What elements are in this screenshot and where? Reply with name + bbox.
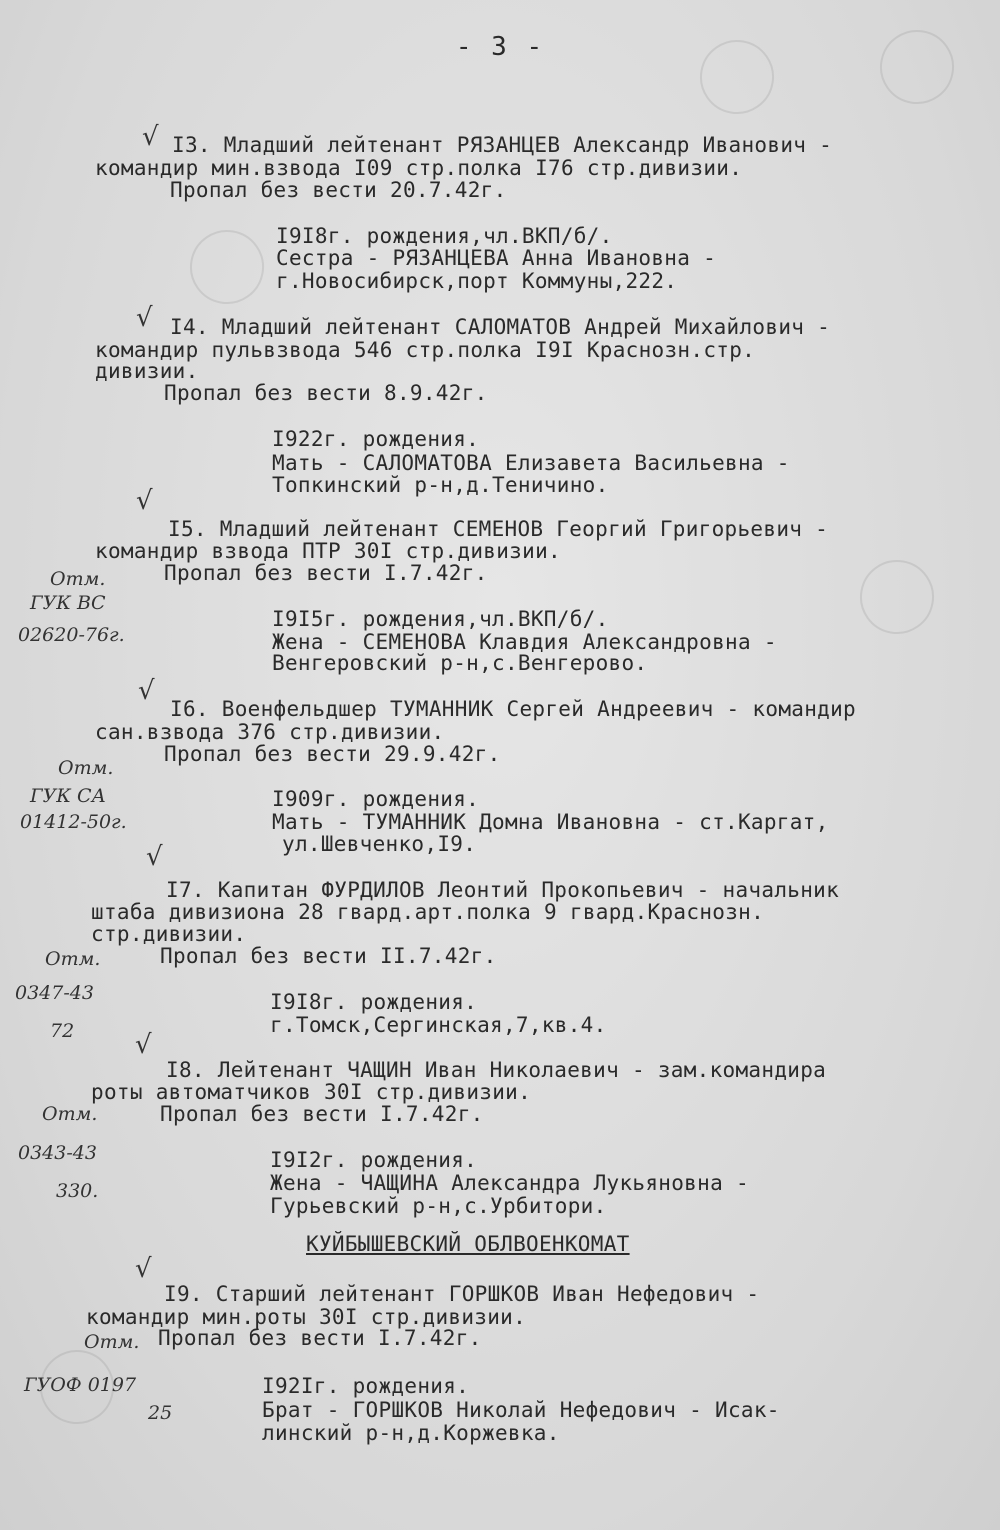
entry-line: I4. Младший лейтенант САЛОМАТОВ Андрей Михайлович - (170, 315, 831, 339)
entry-line: командир мин.взвода I09 стр.полка I76 стр.дивизии. (95, 156, 743, 180)
entry-line: Пропал без вести I.7.42г. (160, 1102, 484, 1126)
entry-line: Пропал без вести 29.9.42г. (164, 742, 501, 766)
entry-line: Пропал без вести II.7.42г. (160, 944, 497, 968)
entry-line: Венгеровский р-н,с.Венгерово. (272, 651, 648, 675)
entry-line: I9I5г. рождения,чл.ВКП/б/. (272, 607, 609, 631)
handwritten-note: 330. (56, 1180, 99, 1202)
handwritten-note: ГУК СА (30, 785, 106, 807)
check-mark: √ (146, 842, 163, 872)
handwritten-note: 72 (50, 1020, 75, 1042)
entry-line: I5. Младший лейтенант СЕМЕНОВ Георгий Григорьевич - (168, 517, 829, 541)
entry-line: Жена - ЧАЩИНА Александра Лукьяновна - (270, 1171, 749, 1195)
check-mark: √ (136, 303, 153, 333)
entry-line: I6. Военфельдшер ТУМАННИК Сергей Андреевич - командир (170, 697, 856, 721)
entry-line: роты автоматчиков 30I стр.дивизии. (91, 1080, 532, 1104)
check-mark: √ (142, 122, 159, 152)
handwritten-note: ГУОФ 0197 (24, 1374, 137, 1396)
check-mark: √ (136, 486, 153, 516)
handwritten-note: 02620-76г. (18, 624, 125, 646)
entry-line: I9. Старший лейтенант ГОРШКОВ Иван Нефедович - (164, 1282, 760, 1306)
watermark-stamp (175, 215, 278, 318)
entry-line: командир взвода ПТР 30I стр.дивизии. (95, 539, 561, 563)
entry-line: I9I8г. рождения,чл.ВКП/б/. (276, 224, 613, 248)
entry-line: I909г. рождения. (272, 787, 480, 811)
entry-line: I8. Лейтенант ЧАЩИН Иван Николаевич - зам.командира (166, 1058, 827, 1082)
entry-line: ул.Шевченко,I9. (282, 832, 477, 856)
handwritten-note: 0343-43 (18, 1142, 97, 1164)
entry-line: сан.взвода 376 стр.дивизии. (95, 720, 445, 744)
entry-line: I922г. рождения. (272, 427, 480, 451)
handwritten-note: Отм. (45, 948, 101, 970)
handwritten-note: 01412-50г. (20, 811, 127, 833)
entry-line: командир пульвзвода 546 стр.полка I9I Краснозн.стр. (95, 338, 756, 362)
handwritten-note: Отм. (58, 757, 114, 779)
entry-line: I92Iг. рождения. (262, 1374, 470, 1398)
entry-line: Брат - ГОРШКОВ Николай Нефедович - Исак- (262, 1398, 780, 1422)
entry-line: линский р-н,д.Коржевка. (262, 1421, 560, 1445)
handwritten-note: Отм. (50, 568, 106, 590)
watermark-stamp (845, 545, 948, 648)
entry-line: Гурьевский р-н,с.Урбитори. (270, 1194, 607, 1218)
handwritten-note: Отм. (84, 1331, 140, 1353)
entry-line: г.Томск,Сергинская,7,кв.4. (270, 1013, 607, 1037)
entry-line: Пропал без вести 8.9.42г. (164, 381, 488, 405)
handwritten-note: ГУК ВС (30, 592, 106, 614)
handwritten-note: 25 (148, 1402, 173, 1424)
entry-line: Сестра - РЯЗАНЦЕВА Анна Ивановна - (276, 246, 717, 270)
handwritten-note: Отм. (42, 1103, 98, 1125)
entry-line: Пропал без вести I.7.42г. (164, 561, 488, 585)
entry-line: Пропал без вести 20.7.42г. (170, 178, 507, 202)
entry-line: I3. Младший лейтенант РЯЗАНЦЕВ Александр Иванович - (172, 133, 833, 157)
page-number: - 3 - (455, 32, 545, 62)
check-mark: √ (135, 1254, 152, 1284)
handwritten-note: 0347-43 (15, 982, 94, 1004)
entry-line: I9I2г. рождения. (270, 1148, 478, 1172)
entry-line: Жена - СЕМЕНОВА Клавдия Александровна - (272, 630, 777, 654)
entry-line: Мать - ТУМАННИК Домна Ивановна - ст.Каргат, (272, 810, 829, 834)
entry-line: Топкинский р-н,д.Теничино. (272, 473, 609, 497)
entry-line: дивизии. (95, 359, 199, 383)
section-header: КУЙБЫШЕВСКИЙ ОБЛВОЕНКОМАТ (306, 1232, 630, 1256)
check-mark: √ (138, 676, 155, 706)
entry-line: командир мин.роты 30I стр.дивизии. (86, 1305, 527, 1329)
entry-line: I7. Капитан ФУРДИЛОВ Леонтий Прокопьевич - начальник (166, 878, 840, 902)
entry-line: Мать - САЛОМАТОВА Елизавета Васильевна - (272, 451, 790, 475)
watermark-stamp (865, 15, 968, 118)
entry-line: I9I8г. рождения. (270, 990, 478, 1014)
entry-line: Пропал без вести I.7.42г. (158, 1326, 482, 1350)
entry-line: г.Новосибирск,порт Коммуны,222. (276, 269, 678, 293)
entry-line: стр.дивизии. (91, 922, 247, 946)
entry-line: штаба дивизиона 28 гвард.арт.полка 9 гвард.Краснозн. (91, 900, 765, 924)
check-mark: √ (135, 1030, 152, 1060)
